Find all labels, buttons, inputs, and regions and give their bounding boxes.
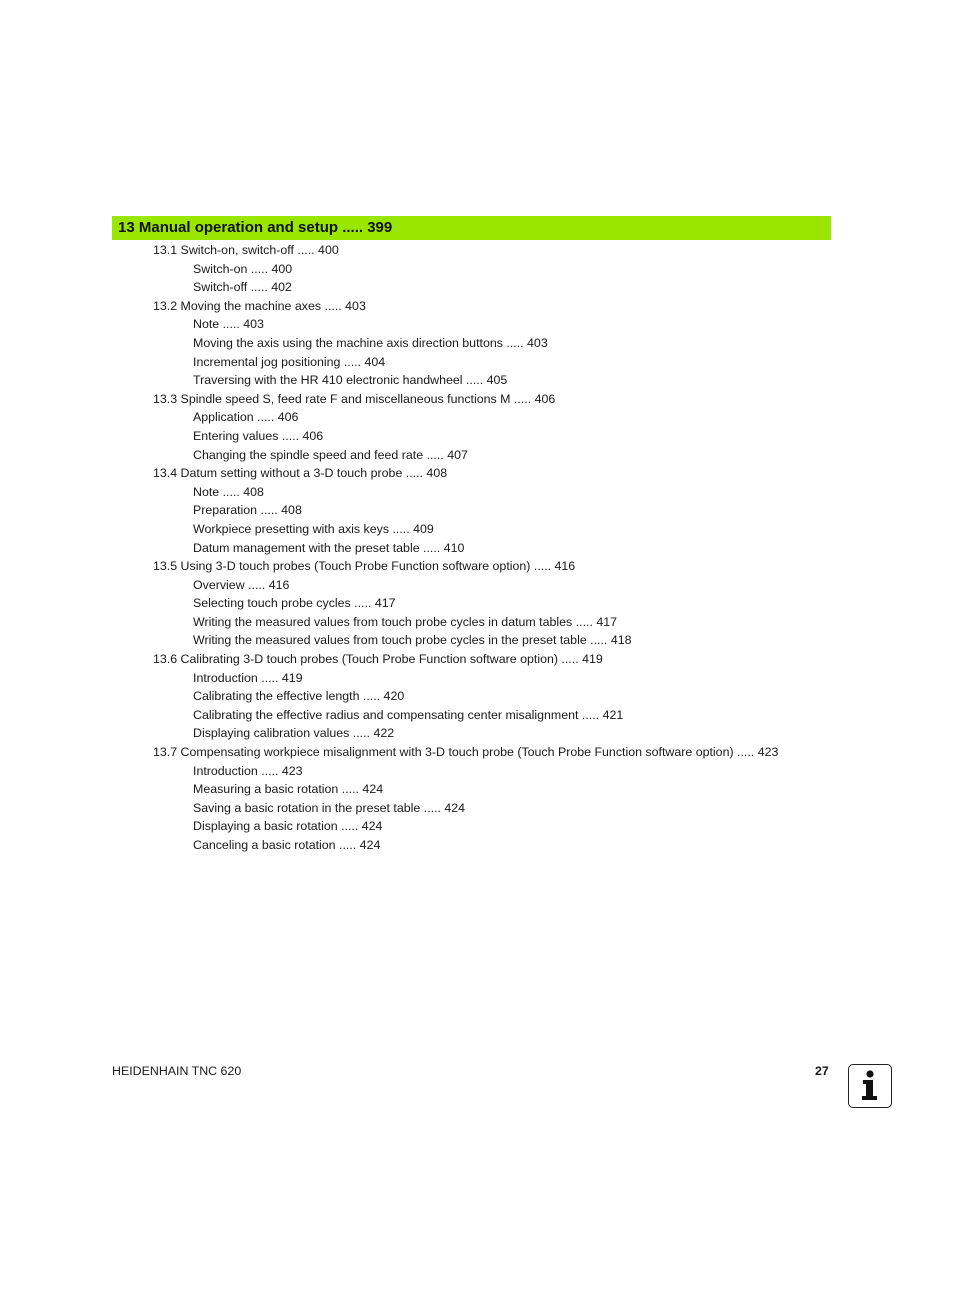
table-of-contents bbox=[0, 241, 954, 855]
toc-section-entry[interactable]: 13.6 Calibrating 3-D touch probes (Touch Probe Function software option) ..... 419 bbox=[153, 652, 603, 667]
toc-subsection-entry[interactable]: Measuring a basic rotation ..... 424 bbox=[193, 782, 384, 797]
toc-subsection-entry[interactable]: Calibrating the effective length ..... 420 bbox=[193, 689, 405, 704]
toc-subsection-entry[interactable]: Note ..... 408 bbox=[193, 484, 264, 499]
info-icon bbox=[848, 1064, 892, 1108]
toc-subsection-entry[interactable]: Writing the measured values from touch probe cycles in the preset table ..... 418 bbox=[193, 633, 632, 648]
toc-subsection-entry[interactable]: Canceling a basic rotation ..... 424 bbox=[193, 838, 381, 852]
toc-subsection-entry[interactable]: Application ..... 406 bbox=[193, 410, 299, 425]
toc-subsection-entry[interactable]: Writing the measured values from touch probe cycles in datum tables ..... 417 bbox=[193, 614, 618, 629]
toc-subsection-entry[interactable]: Switch-on ..... 400 bbox=[193, 261, 293, 276]
footer-product-name: HEIDENHAIN TNC 620 bbox=[112, 1064, 242, 1078]
toc-subsection-entry[interactable]: Changing the spindle speed and feed rate ..... 407 bbox=[193, 447, 468, 462]
toc-subsection-entry[interactable]: Moving the axis using the machine axis direction buttons ..... 403 bbox=[193, 335, 548, 350]
toc-subsection-entry[interactable]: Introduction ..... 419 bbox=[193, 670, 303, 685]
toc-subsection-entry[interactable]: Calibrating the effective radius and compensating center misalignment ..... 421 bbox=[193, 707, 624, 722]
toc-subsection-entry[interactable]: Saving a basic rotation in the preset table ..... 424 bbox=[193, 800, 466, 815]
toc-section-entry[interactable]: 13.2 Moving the machine axes ..... 403 bbox=[153, 298, 366, 313]
toc-section-entry[interactable]: 13.5 Using 3-D touch probes (Touch Probe Function software option) ..... 416 bbox=[153, 559, 576, 574]
toc-subsection-entry[interactable]: Traversing with the HR 410 electronic handwheel ..... 405 bbox=[193, 373, 508, 388]
toc-subsection-entry[interactable]: Switch-off ..... 402 bbox=[193, 280, 292, 295]
toc-subsection-entry[interactable]: Note ..... 403 bbox=[193, 317, 264, 332]
toc-subsection-entry[interactable]: Overview ..... 416 bbox=[193, 577, 290, 592]
toc-section-entry[interactable]: 13.1 Switch-on, switch-off ..... 400 bbox=[153, 243, 339, 257]
toc-subsection-entry[interactable]: Introduction ..... 423 bbox=[193, 763, 303, 778]
toc-subsection-entry[interactable]: Incremental jog positioning ..... 404 bbox=[193, 354, 386, 369]
chapter-heading: 13 Manual operation and setup ..... 399 bbox=[112, 216, 831, 240]
toc-section-entry[interactable]: 13.4 Datum setting without a 3-D touch probe ..... 408 bbox=[153, 466, 448, 481]
toc-subsection-entry[interactable]: Selecting touch probe cycles ..... 417 bbox=[193, 596, 396, 611]
toc-subsection-entry[interactable]: Entering values ..... 406 bbox=[193, 428, 324, 443]
toc-subsection-entry[interactable]: Preparation ..... 408 bbox=[193, 503, 302, 518]
toc-subsection-entry[interactable]: Workpiece presetting with axis keys ..... 409 bbox=[193, 521, 434, 536]
toc-subsection-entry[interactable]: Datum management with the preset table ..... 410 bbox=[193, 540, 465, 555]
toc-subsection-entry[interactable]: Displaying calibration values ..... 422 bbox=[193, 726, 395, 741]
toc-subsection-entry[interactable]: Displaying a basic rotation ..... 424 bbox=[193, 819, 383, 834]
toc-section-entry[interactable]: 13.3 Spindle speed S, feed rate F and miscellaneous functions M ..... 406 bbox=[153, 391, 556, 406]
footer-page-number: 27 bbox=[815, 1064, 829, 1078]
toc-section-entry[interactable]: 13.7 Compensating workpiece misalignment with 3-D touch probe (Touch Probe Function software option) ..... 423 bbox=[153, 745, 779, 760]
